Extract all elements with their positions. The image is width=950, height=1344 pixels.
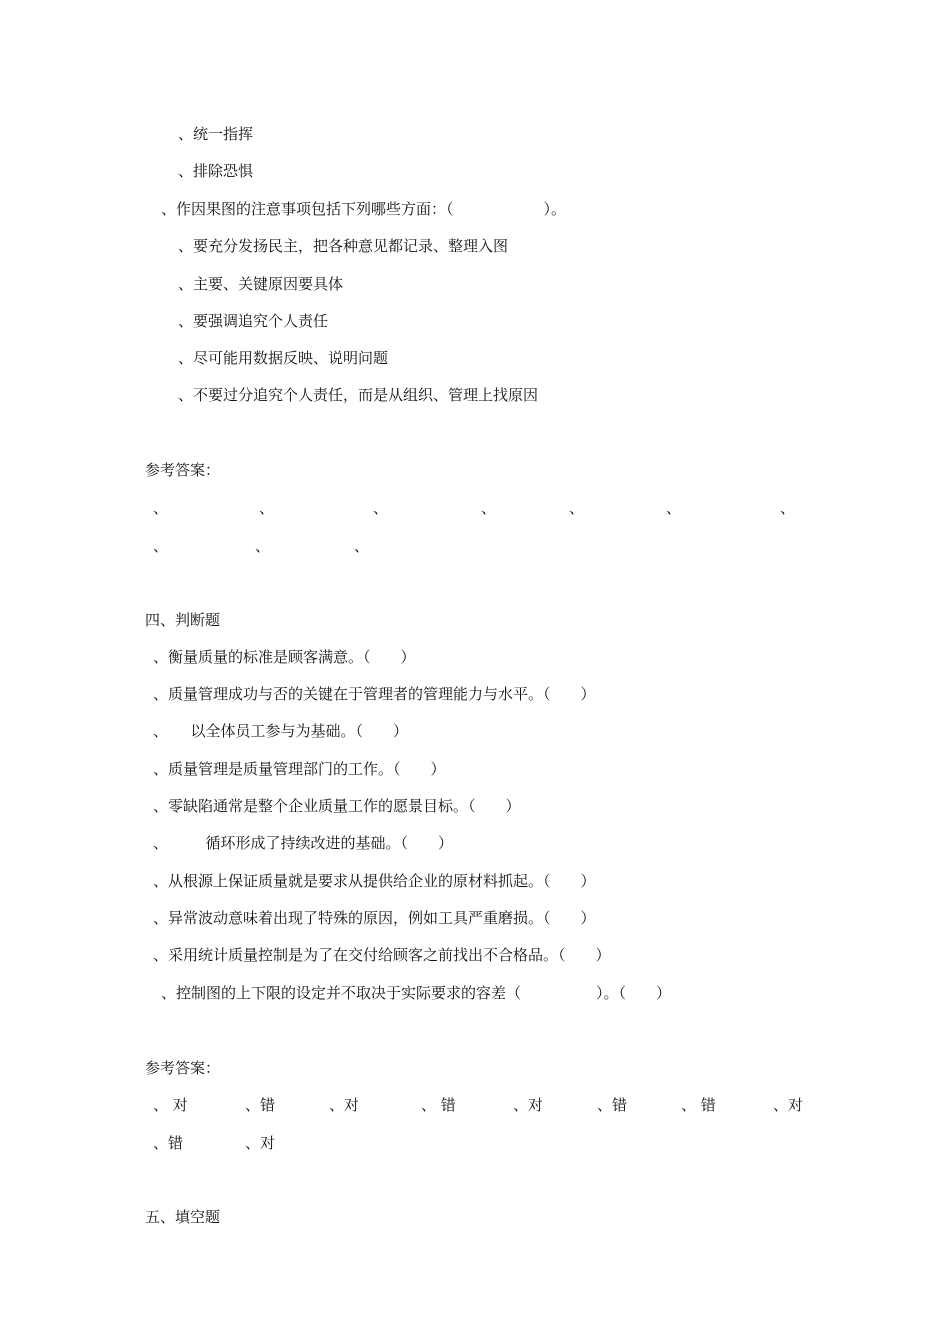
answer-item: 、 [255,537,271,555]
answer-item: 、对 [773,1096,804,1114]
question-text: 、零缺陷通常是整个企业质量工作的愿景目标。（ ） [153,797,521,815]
answer-item: 、 [569,499,585,517]
answer-label: 参考答案： [145,1059,221,1077]
question-text: 、采用统计质量控制是为了在交付给顾客之前找出不合格品。（ ） [153,946,611,964]
answer-label: 参考答案： [145,461,221,479]
answer-item: 、错 [245,1096,276,1114]
answer-item: 、 [373,499,389,517]
option-text: 、尽可能用数据反映、说明问题 [178,349,389,367]
question-text: 、 以全体员工参与为基础。（ ） [153,722,409,740]
answer-item: 、对 [329,1096,360,1114]
question-text: 、衡量质量的标准是顾客满意。（ ） [153,648,416,666]
answer-item: 、 [153,537,169,555]
question-text: 、异常波动意味着出现了特殊的原因，例如工具严重磨损。（ ） [153,909,596,927]
question-text: 、控制图的上下限的设定并不取决于实际要求的容差（ ）。（ ） [161,984,672,1002]
option-text: 、不要过分追究个人责任，而是从组织、管理上找原因 [178,386,539,404]
question-text: 、质量管理成功与否的关键在于管理者的管理能力与水平。（ ） [153,685,596,703]
answer-item: 、 [780,499,796,517]
answer-item: 、对 [245,1134,276,1152]
answer-item: 、错 [597,1096,628,1114]
section-heading: 五、填空题 [145,1208,221,1226]
option-text: 、要充分发扬民主，把各种意见都记录、整理入图 [178,237,509,255]
answer-item: 、 错 [681,1096,716,1114]
question-text: 、质量管理是质量管理部门的工作。（ ） [153,760,446,778]
question-text: 、从根源上保证质量就是要求从提供给企业的原材料抓起。（ ） [153,872,596,890]
section-heading: 四、判断题 [145,611,221,629]
answer-item: 、 [153,499,169,517]
answer-item: 、 [666,499,682,517]
option-text: 、排除恐惧 [178,162,254,180]
option-text: 、主要、关键原因要具体 [178,275,344,293]
answer-item: 、 [481,499,497,517]
question-text: 、 循环形成了持续改进的基础。（ ） [153,834,454,852]
answer-item: 、 错 [421,1096,456,1114]
option-text: 、要强调追究个人责任 [178,312,329,330]
answer-item: 、对 [513,1096,544,1114]
answer-item: 、 [259,499,275,517]
answer-item: 、 [354,537,370,555]
answer-item: 、 对 [153,1096,188,1114]
answer-item: 、错 [153,1134,184,1152]
question-fishbone: 、作因果图的注意事项包括下列哪些方面：（ ）。 [161,200,567,218]
option-text: 、统一指挥 [178,125,254,143]
